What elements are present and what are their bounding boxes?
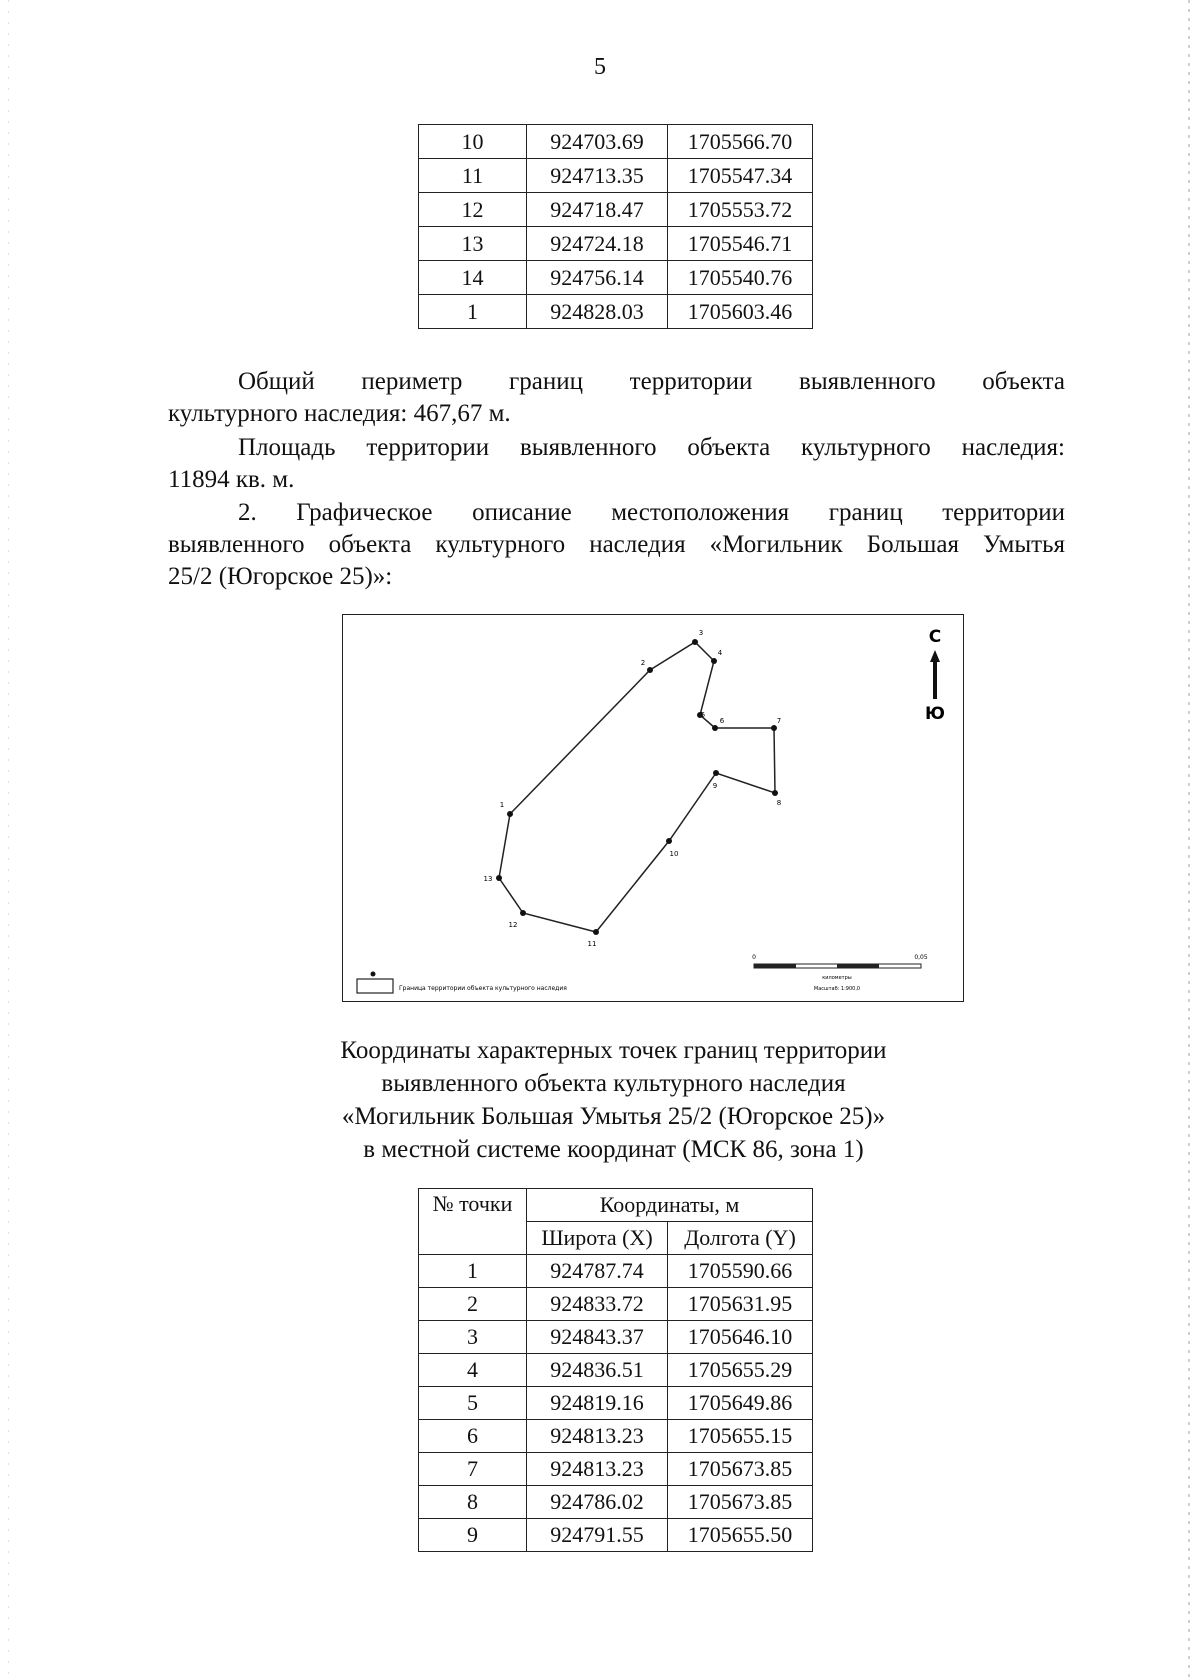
caption-line-3: «Могильник Большая Умытья 25/2 (Югорское 25)» [341,1103,886,1130]
longitude-cell: 1705649.86 [668,1387,813,1420]
boundary-point-label: 10 [669,850,679,858]
table-row [419,1354,813,1387]
header-point-number: № точки [419,1189,527,1255]
page-number: 5 [594,54,606,80]
point-number-cell: 2 [419,1288,527,1321]
scale-bar-segment [754,964,796,968]
point-number-cell: 3 [419,1321,527,1354]
perimeter-line-2: культурного наследия: 467,67 м. [168,400,511,427]
table-row [419,261,813,295]
scan-edge-left [8,0,9,1679]
table-row [419,1453,813,1486]
boundary-map [342,614,964,1002]
point-number-cell: 10 [419,125,527,159]
table-row [419,295,813,329]
perimeter-line-1: Общий периметр границ территории выявленного объекта [238,368,1065,395]
compass [925,627,945,724]
point-number-cell: 6 [419,1420,527,1453]
compass-south-label: Ю [925,704,945,724]
latitude-cell: 924703.69 [527,125,668,159]
latitude-cell: 924791.55 [527,1519,668,1552]
scale-bar [752,954,928,992]
boundary-point [666,838,672,844]
boundary-point-label: 8 [776,799,782,807]
scan-edge-right [1188,0,1190,1679]
point-number-cell: 12 [419,193,527,227]
boundary-map-svg [343,615,963,1001]
header-longitude: Долгота (Y) [668,1222,813,1255]
coordinates-table [418,1188,813,1552]
latitude-cell: 924828.03 [527,295,668,329]
scale-ratio-label: Масштаб: 1:900,0 [813,986,861,992]
compass-north-label: С [928,627,942,647]
table-row [419,1387,813,1420]
boundary-point-label: 13 [483,875,493,883]
legend-boundary-swatch [357,979,393,993]
header-coordinates: Координаты, м [527,1189,813,1222]
scale-start-label: 0 [752,954,756,961]
longitude-cell: 1705553.72 [668,193,813,227]
graphic-line-3: 25/2 (Югорское 25)»: [168,563,393,590]
longitude-cell: 1705547.34 [668,159,813,193]
latitude-cell: 924718.47 [527,193,668,227]
latitude-cell: 924833.72 [527,1288,668,1321]
area-paragraph [168,432,1065,496]
latitude-cell: 924813.23 [527,1453,668,1486]
boundary-point-label: 7 [776,717,782,725]
latitude-cell: 924836.51 [527,1354,668,1387]
table-row [419,1519,813,1552]
boundary-point [692,639,698,645]
longitude-cell: 1705673.85 [668,1486,813,1519]
longitude-cell: 1705646.10 [668,1321,813,1354]
point-number-cell: 8 [419,1486,527,1519]
boundary-point-label: 4 [717,649,723,657]
longitude-cell: 1705655.15 [668,1420,813,1453]
boundary-point-label: 12 [508,921,518,929]
boundary-point [647,667,653,673]
caption-line-1: Координаты характерных точек границ территории [340,1037,887,1064]
point-number-cell: 5 [419,1387,527,1420]
longitude-cell: 1705631.95 [668,1288,813,1321]
coordinates-caption [0,1034,1200,1166]
boundary-point [593,929,599,935]
area-line-2: 11894 кв. м. [168,466,295,493]
perimeter-paragraph [168,366,1065,430]
table-row [419,227,813,261]
point-number-cell: 13 [419,227,527,261]
boundary-point-label: 5 [700,711,706,719]
caption-line-2: выявленного объекта культурного наследия [381,1070,846,1097]
table-row [419,1255,813,1288]
longitude-cell: 1705590.66 [668,1255,813,1288]
graphic-line-1: 2. Графическое описание местоположения границ территории [238,499,1065,526]
boundary-point [772,790,778,796]
latitude-cell: 924756.14 [527,261,668,295]
table-row [419,1420,813,1453]
boundary-point-label: 3 [698,629,704,637]
boundary-point-label: 6 [719,717,725,725]
point-number-cell: 4 [419,1354,527,1387]
boundary-point [711,658,717,664]
scale-bar-segment [837,964,879,968]
latitude-cell: 924786.02 [527,1486,668,1519]
scale-units-label: километры [822,975,852,981]
graphic-description-paragraph [168,497,1065,593]
longitude-cell: 1705655.50 [668,1519,813,1552]
caption-line-4: в местной системе координат (МСК 86, зона 1) [363,1136,864,1163]
boundary-polygon [499,642,775,932]
boundary-point [712,725,718,731]
boundary-point [496,875,502,881]
longitude-cell: 1705540.76 [668,261,813,295]
table-row [419,159,813,193]
legend [357,972,567,994]
boundary-point [771,725,777,731]
table-row [419,125,813,159]
header-latitude: Широта (X) [527,1222,668,1255]
boundary-point [507,811,513,817]
compass-shaft [933,661,937,699]
latitude-cell: 924787.74 [527,1255,668,1288]
point-number-cell: 1 [419,1255,527,1288]
longitude-cell: 1705566.70 [668,125,813,159]
latitude-cell: 924713.35 [527,159,668,193]
boundary-point [520,910,526,916]
table-row [419,1486,813,1519]
point-number-cell: 1 [419,295,527,329]
point-number-cell: 7 [419,1453,527,1486]
boundary-point-label: 1 [499,801,505,809]
boundary-point-label: 11 [587,940,597,948]
legend-point-icon [371,972,376,977]
table-row [419,1288,813,1321]
point-number-cell: 11 [419,159,527,193]
table-row [419,1321,813,1354]
latitude-cell: 924813.23 [527,1420,668,1453]
longitude-cell: 1705655.29 [668,1354,813,1387]
graphic-line-2: выявленного объекта культурного наследия «Могильник Большая Умытья [168,531,1065,558]
longitude-cell: 1705603.46 [668,295,813,329]
table-row [419,193,813,227]
boundary-point [713,770,719,776]
boundary-point-label: 9 [712,782,718,790]
scale-end-label: 0,05 [914,954,928,961]
latitude-cell: 924724.18 [527,227,668,261]
latitude-cell: 924843.37 [527,1321,668,1354]
coordinates-table-continued [418,124,813,329]
area-line-1: Площадь территории выявленного объекта культурного наследия: [238,434,1065,461]
point-number-cell: 14 [419,261,527,295]
latitude-cell: 924819.16 [527,1387,668,1420]
legend-label: Граница территории объекта культурного наследия [399,985,567,992]
point-number-cell: 9 [419,1519,527,1552]
longitude-cell: 1705673.85 [668,1453,813,1486]
compass-arrow-icon [930,650,940,662]
longitude-cell: 1705546.71 [668,227,813,261]
boundary-point-label: 2 [640,659,646,667]
